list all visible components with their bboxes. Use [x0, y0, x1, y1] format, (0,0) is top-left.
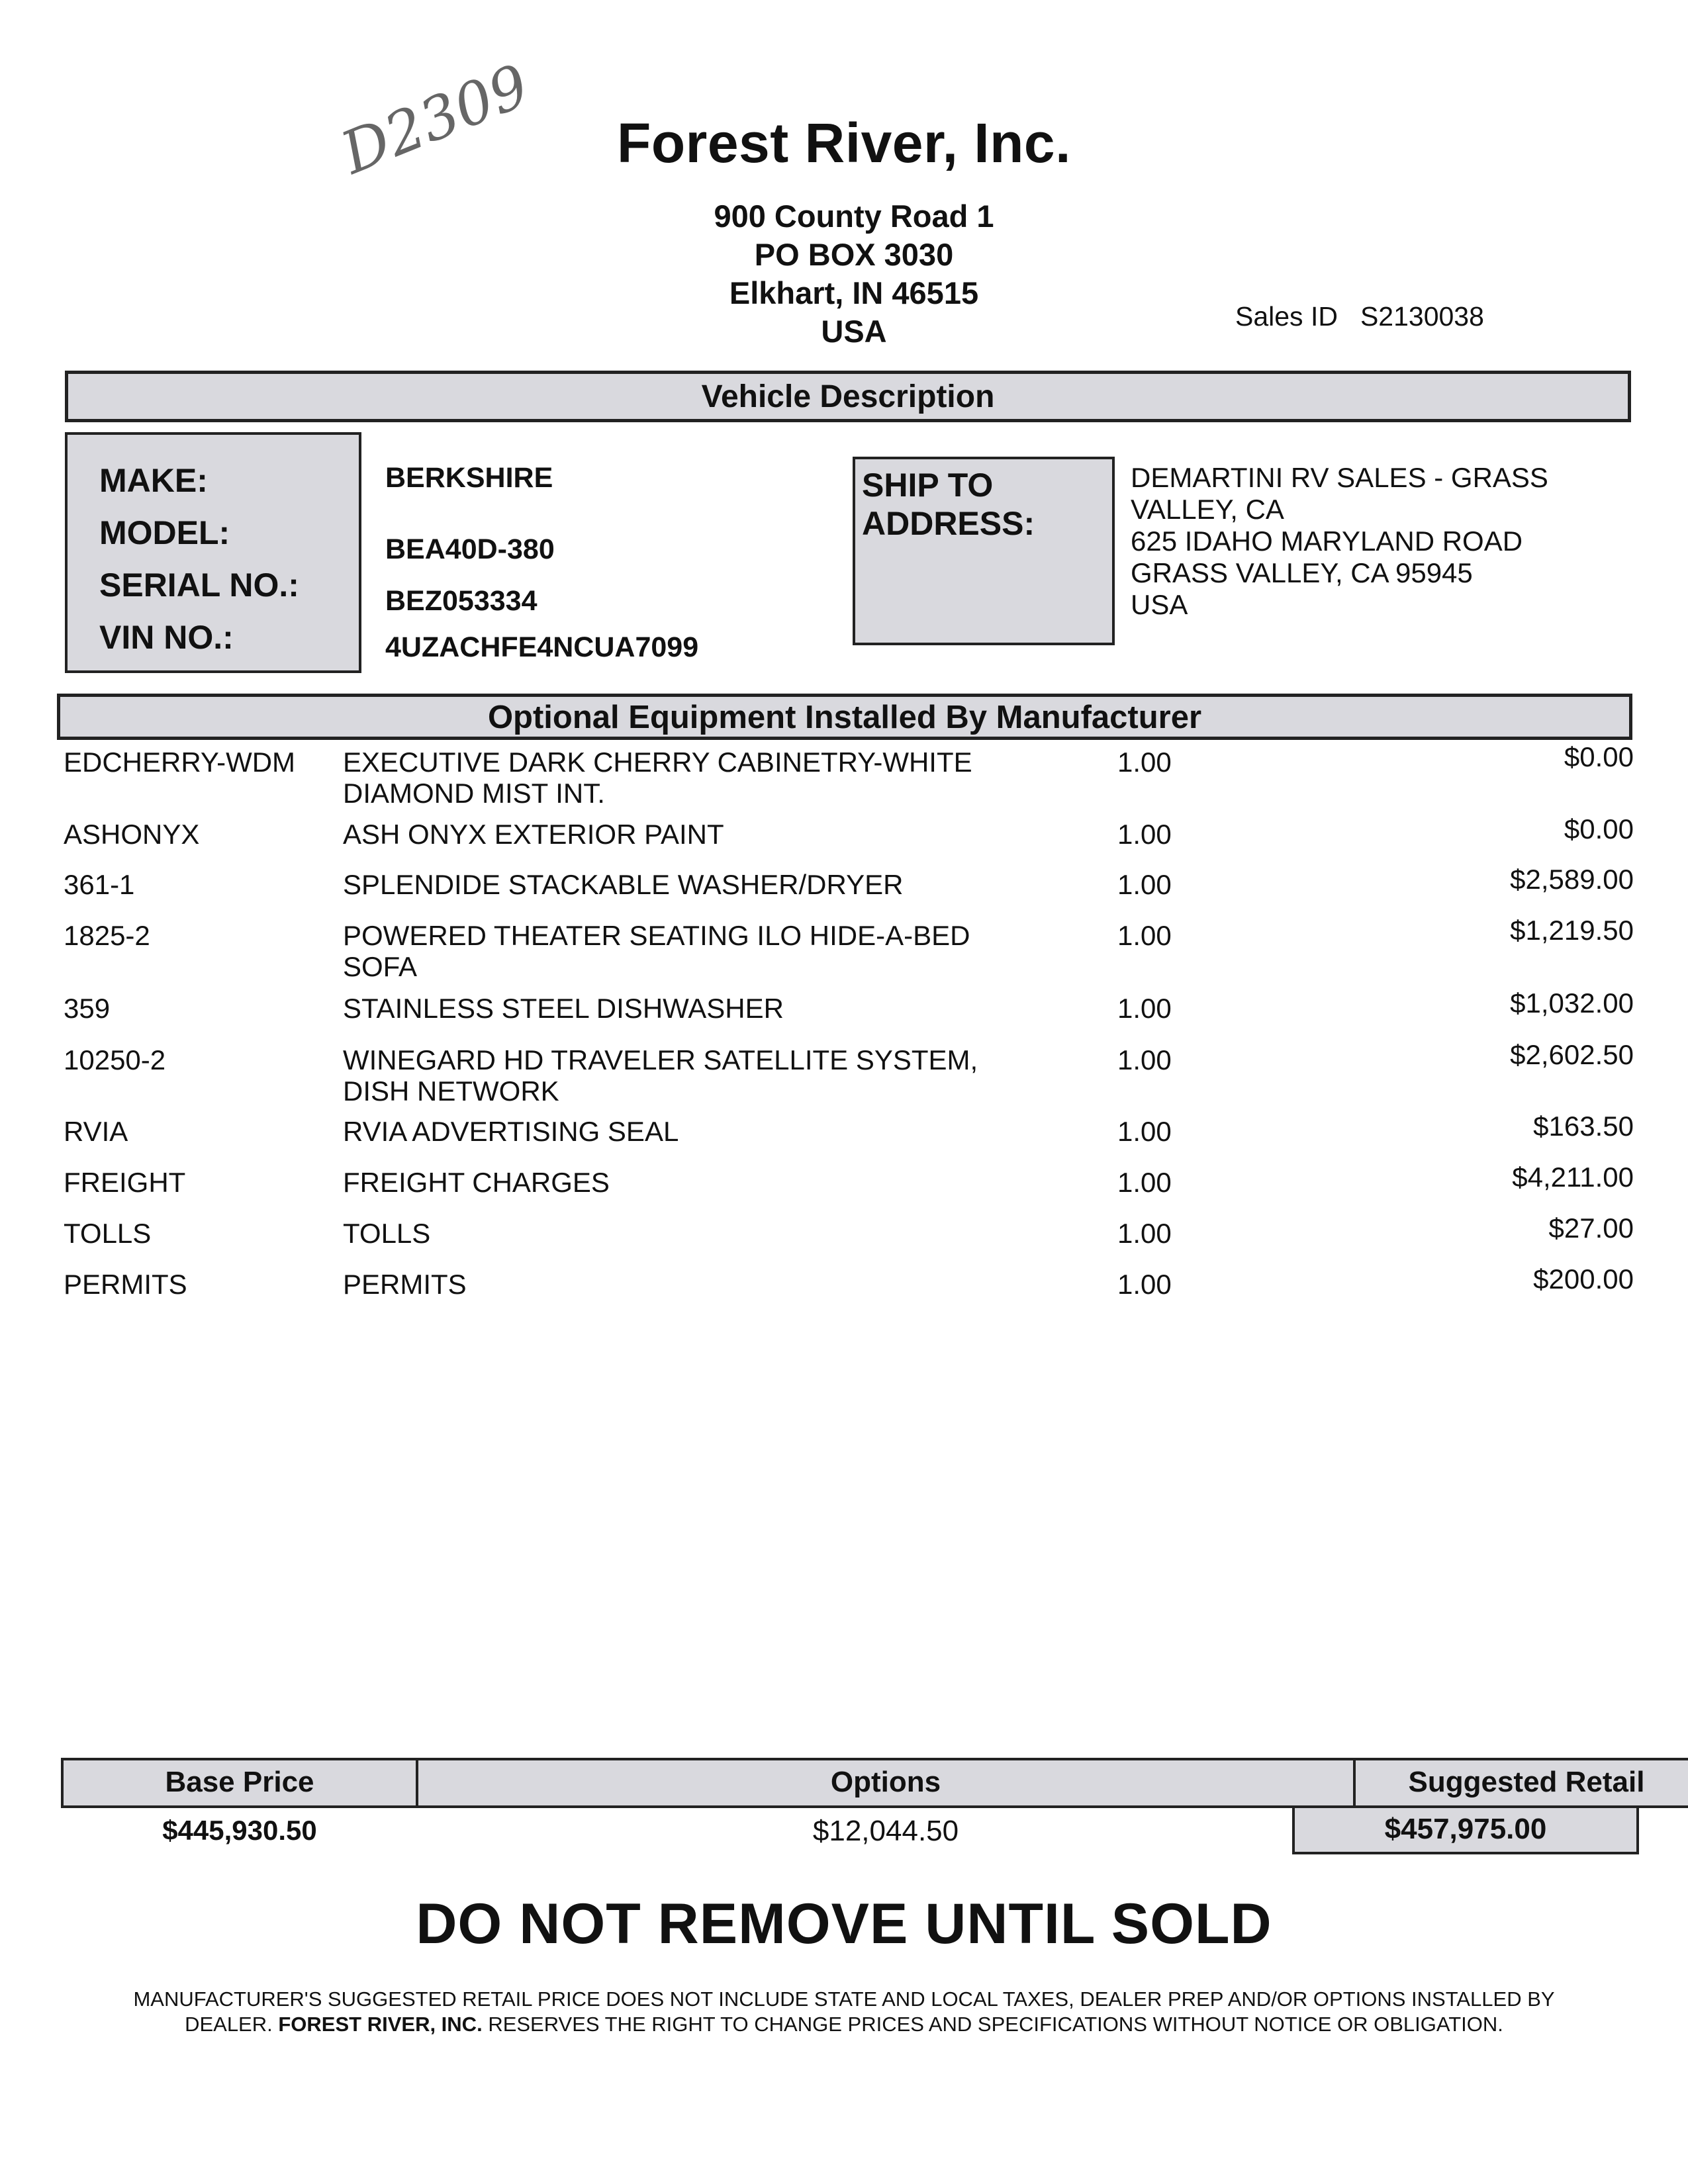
address-line: USA — [821, 314, 887, 349]
model-label: MODEL: — [99, 514, 230, 551]
sales-id-value: S2130038 — [1360, 301, 1484, 332]
equipment-quantity: 1.00 — [1117, 747, 1172, 778]
equipment-description: TOLLS — [343, 1218, 431, 1249]
equipment-price: $200.00 — [1533, 1263, 1634, 1295]
ship-to-label-box — [853, 457, 1115, 645]
optional-equipment-header: Optional Equipment Installed By Manufacturer — [57, 694, 1632, 740]
make-label: MAKE: — [99, 462, 208, 499]
equipment-description: SPLENDIDE STACKABLE WASHER/DRYER — [343, 869, 904, 900]
ship-to-line: GRASS VALLEY, CA 95945 — [1131, 557, 1473, 588]
equipment-quantity: 1.00 — [1117, 1218, 1172, 1249]
vin-label: VIN NO.: — [99, 619, 234, 656]
totals-header — [61, 1758, 1645, 1808]
options-value: $12,044.50 — [812, 1815, 959, 1847]
serial-value: BEZ053334 — [385, 585, 538, 617]
equipment-code: 1825-2 — [64, 920, 150, 951]
disclaimer-line: DEALER. FOREST RIVER, INC. RESERVES THE RIGHT TO CHANGE PRICES AND SPECIFICATIONS WITHOUT NOTICE OR OBLIGATION. — [185, 2013, 1503, 2036]
vehicle-description-header: Vehicle Description — [65, 371, 1631, 422]
equipment-code: 359 — [64, 993, 111, 1024]
vehicle-labels-box — [65, 432, 361, 673]
equipment-quantity: 1.00 — [1117, 819, 1172, 850]
equipment-code: RVIA — [64, 1116, 128, 1147]
equipment-price: $2,602.50 — [1510, 1039, 1634, 1070]
equipment-quantity: 1.00 — [1117, 1167, 1172, 1198]
suggested-retail-value: $457,975.00 — [1292, 1805, 1639, 1854]
equipment-quantity: 1.00 — [1117, 993, 1172, 1024]
vin-value: 4UZACHFE4NCUA7099 — [385, 631, 699, 663]
make-value: BERKSHIRE — [385, 462, 553, 494]
equipment-code: PERMITS — [64, 1269, 187, 1300]
ship-to-line: DEMARTINI RV SALES - GRASS — [1131, 462, 1548, 493]
equipment-price: $0.00 — [1564, 741, 1634, 772]
ship-to-line: VALLEY, CA — [1131, 494, 1284, 525]
address-line: Elkhart, IN 46515 — [729, 275, 979, 310]
equipment-quantity: 1.00 — [1117, 1269, 1172, 1300]
equipment-description: FREIGHT CHARGES — [343, 1167, 610, 1198]
equipment-code: TOLLS — [64, 1218, 152, 1249]
equipment-price: $0.00 — [1564, 813, 1634, 844]
ship-to-label: ADDRESS: — [862, 505, 1035, 542]
equipment-description: ASH ONYX EXTERIOR PAINT — [343, 819, 724, 850]
base-price-value: $445,930.50 — [162, 1815, 317, 1846]
company-address — [662, 197, 1046, 351]
disclaimer — [66, 1987, 1622, 2037]
equipment-code: 10250-2 — [64, 1044, 166, 1075]
sales-id-label: Sales ID — [1235, 301, 1338, 332]
address-line: PO BOX 3030 — [754, 237, 954, 272]
equipment-description: EXECUTIVE DARK CHERRY CABINETRY-WHITE DIAMOND MIST INT. — [343, 747, 972, 809]
equipment-price: $27.00 — [1548, 1212, 1634, 1244]
ship-to-address — [1131, 462, 1548, 621]
equipment-code: EDCHERRY-WDM — [64, 747, 296, 778]
equipment-price: $1,219.50 — [1510, 915, 1634, 946]
equipment-description: STAINLESS STEEL DISHWASHER — [343, 993, 784, 1024]
handwritten-note: D2309 — [332, 51, 539, 187]
equipment-description: WINEGARD HD TRAVELER SATELLITE SYSTEM, DISH NETWORK — [343, 1044, 978, 1107]
equipment-price: $4,211.00 — [1512, 1161, 1634, 1193]
equipment-quantity: 1.00 — [1117, 869, 1172, 900]
equipment-code: ASHONYX — [64, 819, 200, 850]
ship-to-label: SHIP TO — [862, 467, 994, 504]
equipment-price: $163.50 — [1533, 1111, 1634, 1142]
do-not-remove-warning: DO NOT REMOVE UNTIL SOLD — [416, 1892, 1272, 1956]
base-price-label: Base Price — [61, 1758, 418, 1808]
equipment-quantity: 1.00 — [1117, 1044, 1172, 1075]
equipment-description: POWERED THEATER SEATING ILO HIDE-A-BED SOFA — [343, 920, 970, 982]
company-name: Forest River, Inc. — [617, 112, 1071, 174]
ship-to-line: USA — [1131, 589, 1188, 620]
equipment-quantity: 1.00 — [1117, 920, 1172, 951]
equipment-code: FREIGHT — [64, 1167, 186, 1198]
options-label: Options — [416, 1758, 1356, 1808]
equipment-description: PERMITS — [343, 1269, 467, 1300]
ship-to-line: 625 IDAHO MARYLAND ROAD — [1131, 525, 1523, 557]
sales-id — [1235, 301, 1484, 332]
equipment-price: $1,032.00 — [1510, 987, 1634, 1019]
equipment-quantity: 1.00 — [1117, 1116, 1172, 1147]
suggested-retail-label: Suggested Retail — [1353, 1758, 1688, 1808]
disclaimer-line: MANUFACTURER'S SUGGESTED RETAIL PRICE DOES NOT INCLUDE STATE AND LOCAL TAXES, DEALER PREP AND/OR OPTIONS INSTALLED BY — [133, 1987, 1555, 2011]
serial-label: SERIAL NO.: — [99, 567, 299, 604]
equipment-description: RVIA ADVERTISING SEAL — [343, 1116, 679, 1147]
model-value: BEA40D-380 — [385, 533, 555, 565]
equipment-price: $2,589.00 — [1510, 864, 1634, 895]
address-line: 900 County Road 1 — [714, 199, 994, 234]
equipment-code: 361-1 — [64, 869, 135, 900]
